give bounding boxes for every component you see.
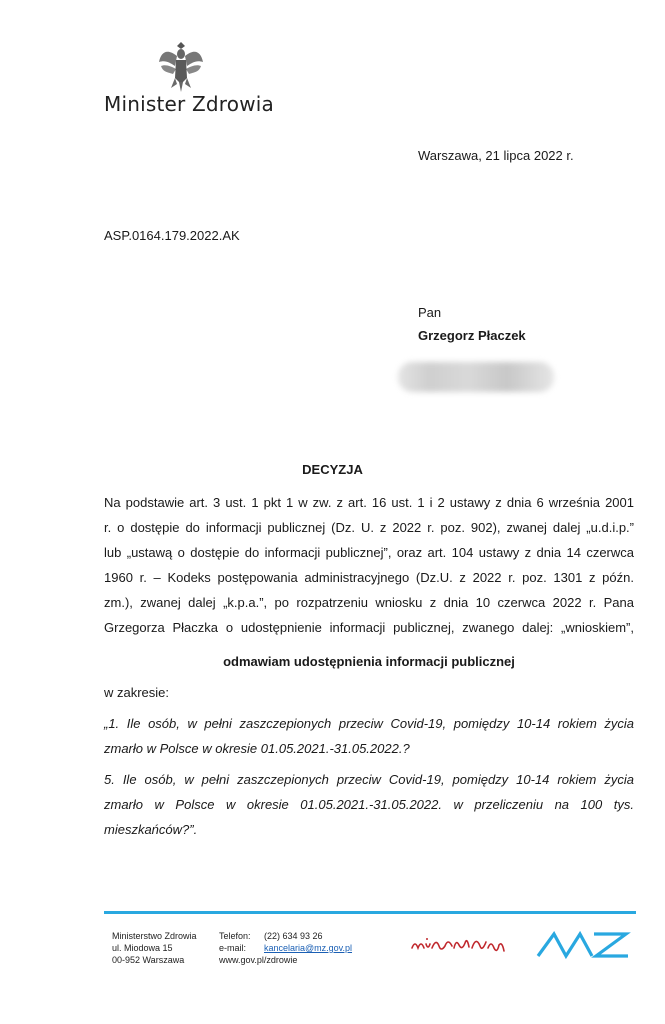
email-link[interactable]: kancelaria@mz.gov.pl bbox=[264, 943, 353, 953]
mz-logo-icon bbox=[534, 926, 634, 962]
polish-eagle-icon bbox=[157, 38, 205, 94]
paragraph-line: Na podstawie art. 3 ust. 1 pkt 1 w zw. z art. 16 ust. 1 i 2 ustawy z dnia 6 września 2001 bbox=[104, 495, 634, 510]
paragraph-line: r. o dostępie do informacji publicznej (Dz. U. z 2022 r. poz. 902), zwanej dalej „u.d.i.p.” bbox=[104, 520, 634, 535]
question-5-line: mieszkańców?”. bbox=[104, 822, 198, 837]
question-1-line: „1. Ile osób, w pełni zaszczepionych przeciw Covid-19, pomiędzy 10-14 rokiem życia bbox=[104, 716, 634, 731]
redacted-address bbox=[398, 362, 554, 392]
phone-number: (22) 634 93 26 bbox=[264, 931, 323, 941]
scope-intro: w zakresie: bbox=[104, 685, 170, 700]
website-link[interactable]: www.gov.pl/zdrowie bbox=[219, 955, 298, 965]
decision-heading: DECYZJA bbox=[302, 462, 363, 477]
question-5-line: 5. Ile osób, w pełni zaszczepionych przeciw Covid-19, pomiędzy 10-14 rokiem życia bbox=[104, 772, 634, 787]
footer-address-line: 00-952 Warszawa bbox=[112, 955, 185, 965]
email-label: e-mail: bbox=[219, 943, 247, 953]
paragraph-line: 1960 r. – Kodeks postępowania administracyjnego (Dz.U. z 2022 r. poz. 1301 z późn. bbox=[104, 570, 634, 585]
paragraph-line: lub „ustawą o dostępie do informacji publicznej”, oraz art. 104 ustawy z dnia 14 czerwca bbox=[104, 545, 634, 560]
paragraph-line: Grzegorza Płaczka o udostępnienie informacji publicznej, zwanego dalej: „wnioskiem”, bbox=[104, 620, 634, 635]
footer-rule bbox=[104, 911, 636, 914]
footer-address-line: Ministerstwo Zdrowia bbox=[112, 931, 197, 941]
recipient-name: Grzegorz Płaczek bbox=[418, 328, 526, 343]
footer-address bbox=[112, 930, 197, 966]
niepodlegla-signature-logo bbox=[408, 926, 518, 960]
question-1-line: zmarło w Polsce w okresie 01.05.2021.-31.05.2022.? bbox=[104, 741, 410, 756]
footer-address-line: ul. Miodowa 15 bbox=[112, 943, 173, 953]
phone-label: Telefon: bbox=[219, 931, 251, 941]
question-5-line: zmarło w Polsce w okresie 01.05.2021.-31.05.2022. w przeliczeniu na 100 tys. bbox=[104, 797, 634, 812]
ministry-title: Minister Zdrowia bbox=[104, 92, 274, 116]
recipient-salutation: Pan bbox=[418, 305, 442, 320]
document-date: Warszawa, 21 lipca 2022 r. bbox=[418, 148, 574, 163]
ruling-statement: odmawiam udostępnienia informacji publicznej bbox=[223, 654, 515, 669]
footer-contact-values bbox=[264, 930, 352, 954]
reference-number: ASP.0164.179.2022.AK bbox=[104, 228, 240, 243]
paragraph-line: zm.), zwanej dalej „k.p.a.”, po rozpatrzeniu wniosku z dnia 10 czerwca 2022 r. Pana bbox=[104, 595, 634, 610]
decision-body bbox=[104, 490, 634, 842]
